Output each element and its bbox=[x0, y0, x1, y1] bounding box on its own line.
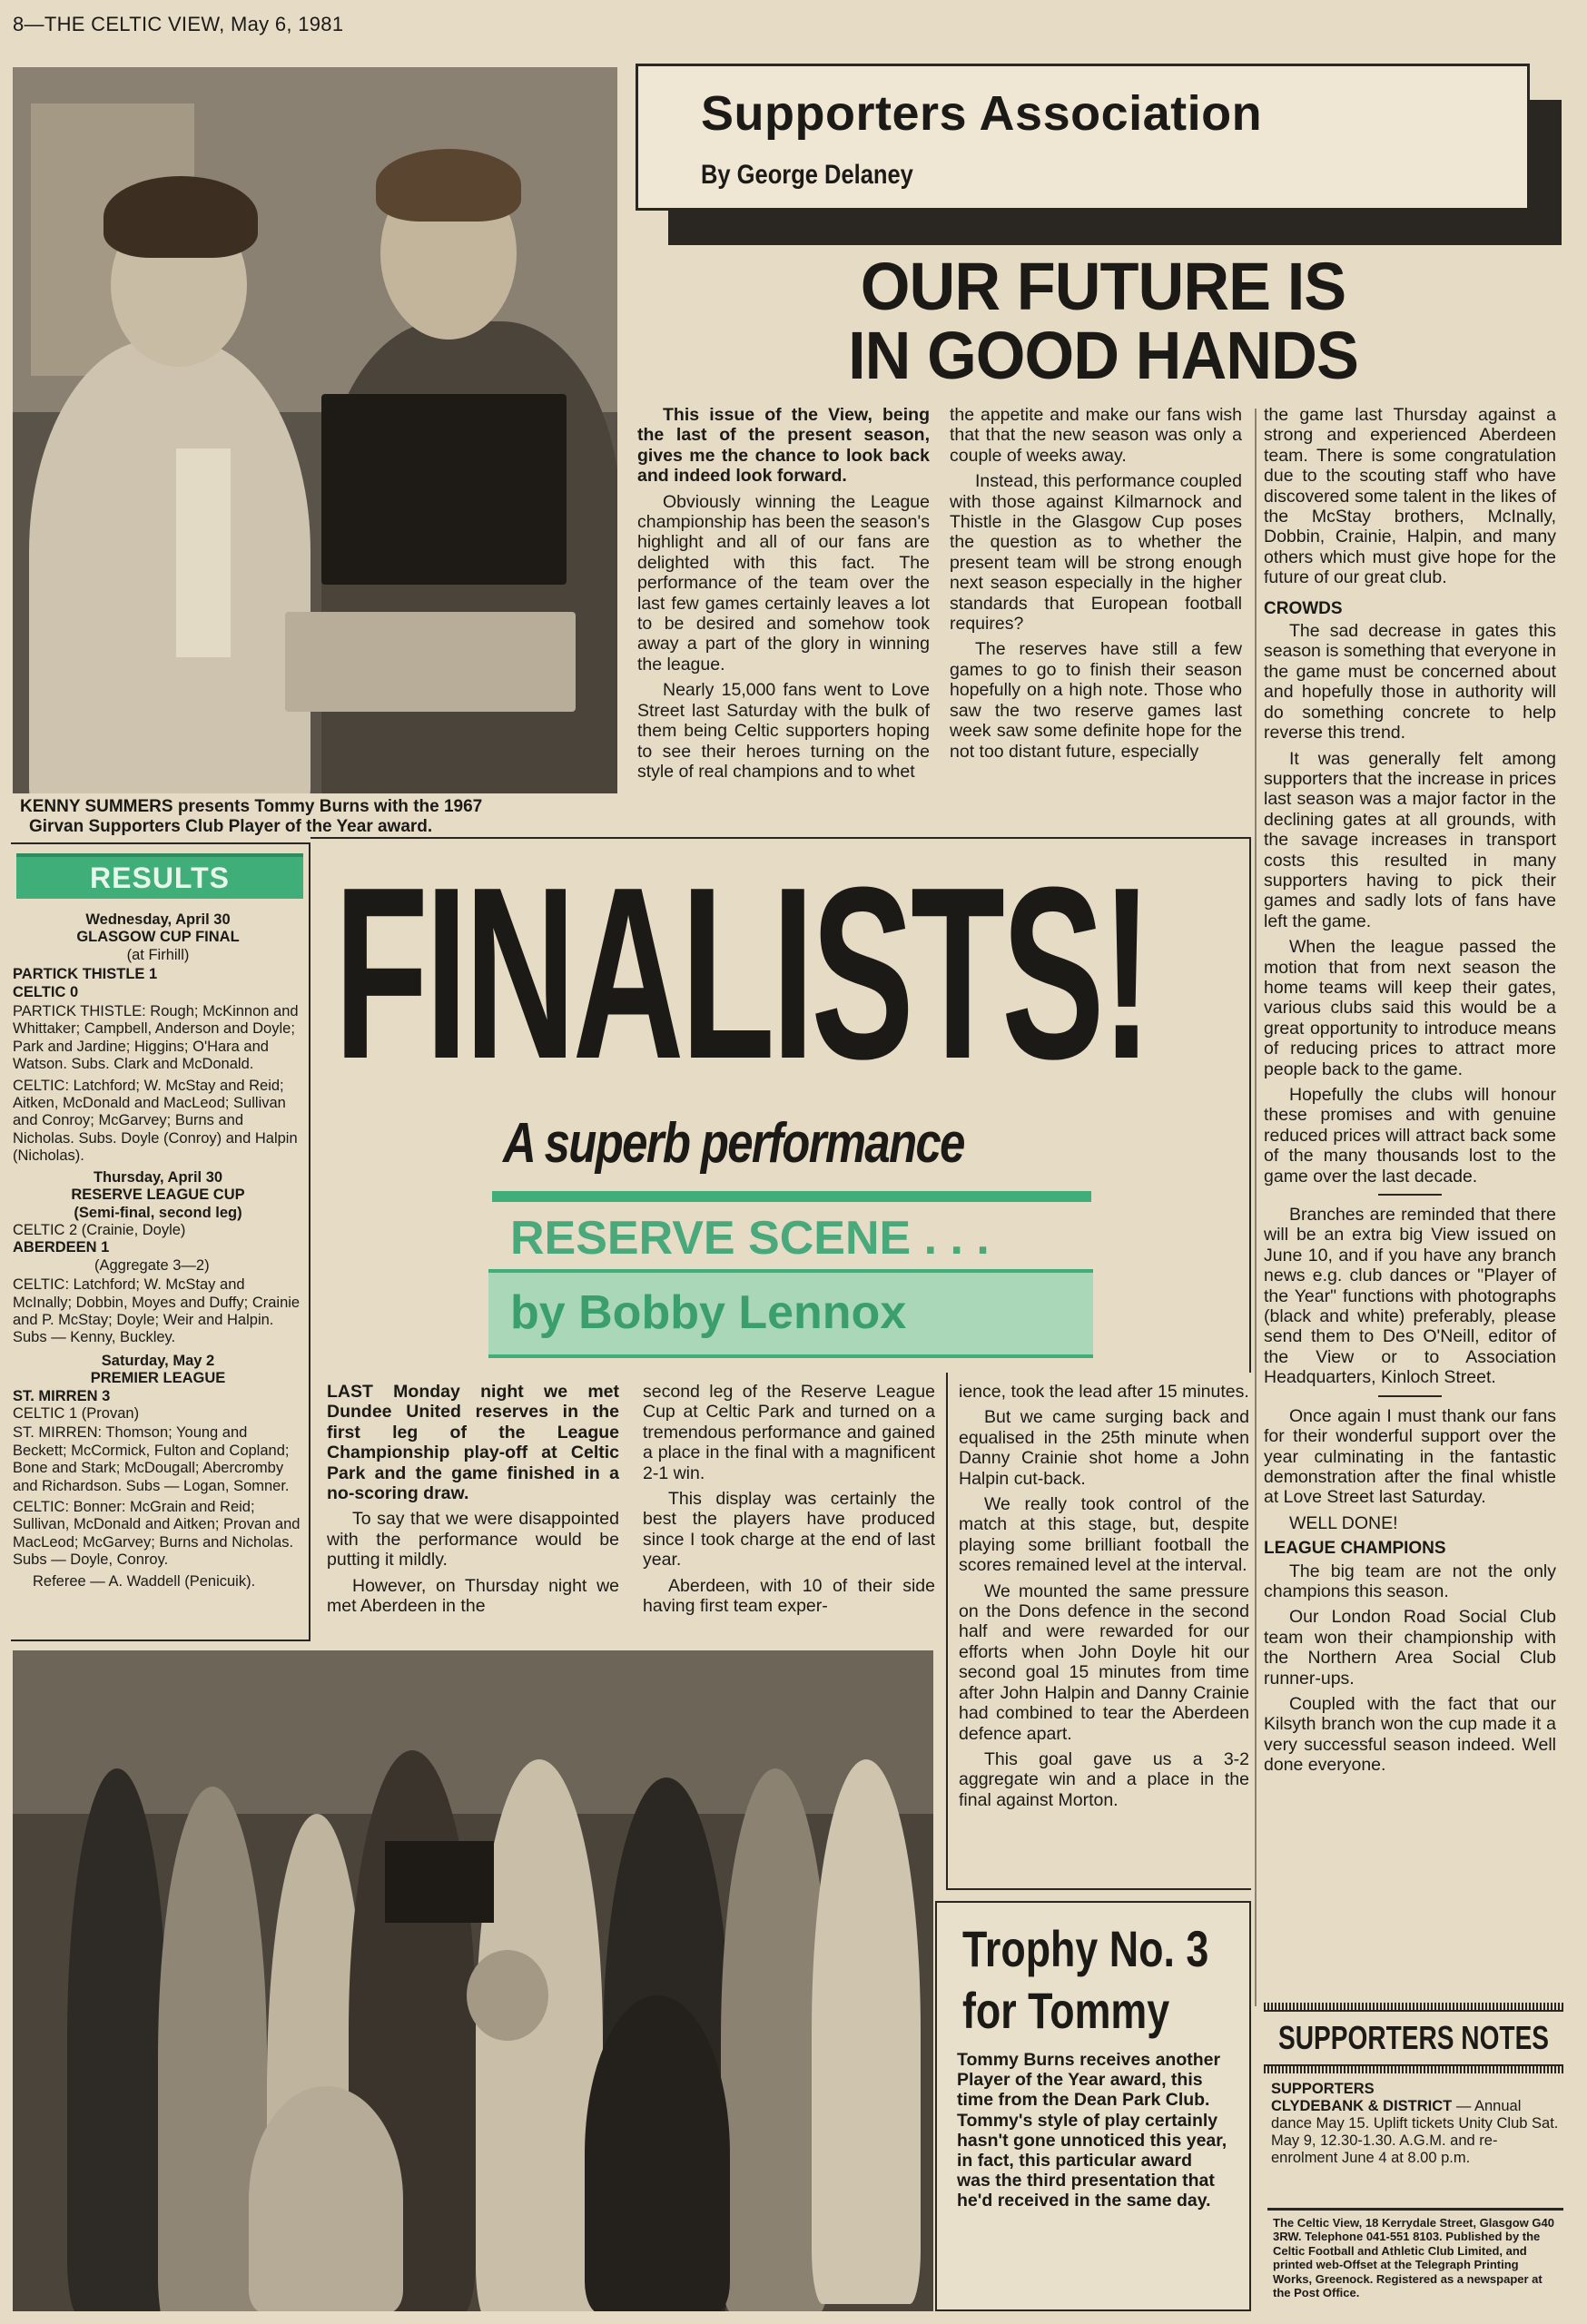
trophy-headline: for Tommy bbox=[962, 1982, 1170, 2039]
results-box bbox=[11, 842, 310, 1641]
result-comp: RESERVE LEAGUE CUP bbox=[71, 1187, 245, 1204]
result-referee: Referee — A. Waddell (Penicuik). bbox=[33, 1572, 256, 1590]
kicker-byline: by Bobby Lennox bbox=[510, 1286, 907, 1339]
notes-header bbox=[1264, 2010, 1563, 2066]
paragraph: We mounted the same pressure on the Dons defence in the second half and were rewarded for our efforts when John Doyle hit our second goal 15 minutes from time after John Halpin and Danny Crainie had combined to tear the Aberdeen defence apart. bbox=[959, 1581, 1249, 1744]
result-venue: (at Firhill) bbox=[126, 946, 190, 963]
headline-line: IN GOOD HANDS bbox=[848, 318, 1358, 393]
notes-title: SUPPORTERS NOTES bbox=[1277, 2019, 1550, 2056]
divider bbox=[1378, 1194, 1442, 1196]
paragraph: To say that we were disappointed with the performance would be putting it mildly. bbox=[327, 1509, 619, 1571]
paragraph: ience, took the lead after 15 minutes. bbox=[959, 1382, 1249, 1402]
paragraph: Branches are reminded that there will be an extra big View issued on June 10, and if you have any branch news e.g. club dances or "Player of the Year" functions with photographs (black and white) preferably, please send them to Des O'Neill, editor of the View or to Association Headquarters, Kinloch Street. bbox=[1264, 1205, 1556, 1388]
paragraph: the game last Thursday against a strong and experienced Aberdeen team. There is some congratulation due to the scouting staff who have discovered some talent in the likes of the McStay brothers, McInally, Dobbin, Crainie, Halpin, and many others which must give hope for the future of our great club. bbox=[1264, 405, 1556, 588]
caption-line: KENNY SUMMERS presents Tommy Burns with the 1967 bbox=[20, 797, 483, 816]
result-venue: (Semi-final, second leg) bbox=[74, 1204, 242, 1221]
result-comp: PREMIER LEAGUE bbox=[90, 1370, 226, 1387]
paragraph: This display was certainly the best the players have produced since I took charge at the end of last year. bbox=[643, 1489, 935, 1571]
reserve-col-2 bbox=[643, 1382, 935, 1621]
imprint: The Celtic View, 18 Kerrydale Street, Glasgow G40 3RW. Telephone 041-551 8103. Published by the Celtic Football and Athletic Club Limited, and printed web-Offset at the Telegraph Printing Works, Greenock. Registered as a newspaper at the Post Office. bbox=[1273, 2216, 1554, 2300]
result-lineup: CELTIC: Bonner: McGrain and Reid; Sullivan, McDonald and Aitken; Provan and MacLeod; McGarvey; Burns and Nicholas. Subs — Doyle, Conroy. bbox=[13, 1499, 301, 1569]
paragraph: WELL DONE! bbox=[1289, 1512, 1398, 1533]
result-date: Wednesday, April 30 bbox=[85, 911, 231, 928]
folio: 8—THE CELTIC VIEW, May 6, 1981 bbox=[13, 13, 344, 35]
paragraph: However, on Thursday night we met Aberdeen in the bbox=[327, 1575, 619, 1617]
supporters-notes bbox=[1264, 2003, 1563, 2311]
paragraph: second leg of the Reserve League Cup at Celtic Park and turned on a tremendous performance and gained a place in the final with a magnificent 2-1 win. bbox=[643, 1382, 935, 1483]
paragraph: When the league passed the motion that from next season the home teams will keep their gates, various clubs said this would be a great opportunity to introduce means of reducing prices to attract more people back to the game. bbox=[1264, 937, 1556, 1079]
paragraph: It was generally felt among supporters that the increase in prices last season was a major factor in the declining gates at all grounds, with the savage increases in transport costs this resulted in many supporters having to pick their games and sadly lots of fans have left the game. bbox=[1264, 748, 1556, 931]
main-headline bbox=[636, 249, 1571, 393]
paragraph: The reserves have still a few games to go to finish their season hopefully on a high note. Those who saw the two reserve games last week saw some definite hope for the not too distant future, especially bbox=[950, 639, 1242, 762]
results-header bbox=[16, 853, 303, 899]
byline: By George Delaney bbox=[701, 160, 913, 190]
paragraph: Aberdeen, with 10 of their side having first team exper- bbox=[643, 1575, 935, 1617]
notes-entry bbox=[1271, 2098, 1560, 2167]
result-date: Thursday, April 30 bbox=[93, 1168, 223, 1186]
result-date: Saturday, May 2 bbox=[101, 1352, 215, 1369]
imprint-box bbox=[1267, 2208, 1563, 2308]
finalists-subhead: A superb performance bbox=[503, 1112, 964, 1175]
result-comp: GLASGOW CUP FINAL bbox=[76, 929, 240, 946]
subhead-champions: LEAGUE CHAMPIONS bbox=[1264, 1539, 1446, 1559]
caption-line: Girvan Supporters Club Player of the Year award. bbox=[29, 817, 433, 836]
paragraph: LAST Monday night we met Dundee United reserves in the first leg of the League Championship play-off at Celtic Park and the game finished in a no-scoring draw. bbox=[327, 1382, 619, 1504]
result-score: CELTIC 0 bbox=[13, 983, 79, 1000]
result-lineup: ST. MIRREN: Thomson; Young and Beckett; McCormick, Fulton and Copland; Bone and Stark; McDougall; Abercromby and Richardson. Subs — Logan, Somner. bbox=[13, 1424, 290, 1494]
photo-caption bbox=[20, 797, 619, 837]
photo-award-presentation bbox=[13, 67, 617, 793]
notes-entry-head: CLYDEBANK & DISTRICT bbox=[1271, 2098, 1453, 2114]
paragraph: This goal gave us a 3-2 aggregate win and a place in the final against Morton. bbox=[959, 1748, 1249, 1810]
paragraph: the appetite and make our fans wish that that the new season was only a couple of weeks away. bbox=[950, 405, 1242, 466]
paragraph: Obviously winning the League championship has been the season's highlight and all of our fans are delighted with this fact. The performance of the team over the last few games certainly leaves a lot to be desired and somehow took away a part of the glory in winning the league. bbox=[637, 491, 930, 675]
notes-section: SUPPORTERS bbox=[1271, 2081, 1375, 2097]
paragraph: But we came surging back and equalised in the 25th minute when Danny Crainie shot home a John Halpin cut-back. bbox=[959, 1407, 1249, 1489]
paragraph: This issue of the View, being the last of the present season, gives me the chance to look back and indeed look forward. bbox=[637, 405, 930, 487]
result-lineup: PARTICK THISTLE: Rough; McKinnon and Whittaker; Campbell, Anderson and Doyle; Park and Jardine; Higgins; O'Hara and Watson. Subs. Clark and McDonald. bbox=[13, 1003, 299, 1073]
article-col-1 bbox=[637, 405, 930, 787]
results-title: RESULTS bbox=[90, 861, 230, 894]
result-score: ABERDEEN 1 bbox=[13, 1239, 110, 1256]
banner-title: Supporters Association bbox=[701, 86, 1263, 141]
trophy-box bbox=[935, 1901, 1251, 2311]
photo-group bbox=[13, 1650, 933, 2311]
result-score: PARTICK THISTLE 1 bbox=[13, 966, 158, 983]
result-score: CELTIC 2 (Crainie, Doyle) bbox=[13, 1221, 186, 1238]
supporters-banner bbox=[636, 64, 1562, 245]
result-aggregate: (Aggregate 3—2) bbox=[94, 1256, 210, 1274]
paragraph: Nearly 15,000 fans went to Love Street last Saturday with the bulk of them being Celtic supporters hoping to see their heroes turning on the style of real champions and to whet bbox=[637, 680, 930, 782]
paragraph: Once again I must thank our fans for their wonderful support over the year culminating in the fantastic demonstration after the final whistle at Love Street last Saturday. bbox=[1264, 1405, 1556, 1508]
notes-entry-body: — Annual dance May 15. Uplift tickets Unity Club Sat. May 9, 12.30-1.30. A.G.M. and re-enrolment June 4 at 8.00 p.m. bbox=[1271, 2098, 1559, 2166]
subhead-crowds: CROWDS bbox=[1264, 598, 1343, 618]
reserve-col-1 bbox=[327, 1382, 619, 1621]
trophy-headline: Trophy No. 3 bbox=[962, 1920, 1209, 1977]
trophy-caption: Tommy Burns receives another Player of the Year award, this time from the Dean Park Club. Tommy's style of play certainly hasn't gone unnoticed this year, in fact, this particular award was the third presentation that he'd received in the same day. bbox=[957, 2050, 1227, 2211]
paragraph: We really took control of the match at this stage, but, despite playing some brilliant football the scores remained level at the interval. bbox=[959, 1494, 1249, 1576]
paragraph: The sad decrease in gates this season is something that everyone in the game must be concerned about and hopefully those in authority will do something concrete to help reverse this trend. bbox=[1264, 621, 1556, 743]
headline-line: OUR FUTURE IS bbox=[860, 249, 1346, 324]
article-col-2 bbox=[950, 405, 1242, 767]
result-score: ST. MIRREN 3 bbox=[13, 1387, 111, 1404]
paragraph: Instead, this performance coupled with those against Kilmarnock and Thistle in the Glasgow Cup poses the question as to whether the present team will be strong enough next season especially in the higher standards that European football requires? bbox=[950, 471, 1242, 635]
divider bbox=[1378, 1395, 1442, 1397]
reserve-col-3-box bbox=[946, 1373, 1251, 1890]
result-lineup: CELTIC: Latchford; W. McStay and McInally; Dobbin, Moyes and Duffy; Crainie and P. McStay; Doyle; Weir and Halpin. Subs — Kenny, Buckley. bbox=[13, 1276, 301, 1346]
paragraph: Coupled with the fact that our Kilsyth branch won the cup made it a very successful season indeed. Well done everyone. bbox=[1264, 1693, 1556, 1776]
paragraph: Our London Road Social Club team won their championship with the Northern Area Social Club runner-ups. bbox=[1264, 1607, 1556, 1689]
paragraph: Hopefully the clubs will honour these promises and with genuine reduced prices will attract back some of the many thousands lost to the game over the last decade. bbox=[1264, 1085, 1556, 1187]
result-score: CELTIC 1 (Provan) bbox=[13, 1404, 140, 1422]
kicker-byline-box bbox=[488, 1269, 1093, 1358]
kicker-reserve-scene: RESERVE SCENE . . . bbox=[510, 1212, 990, 1265]
paragraph: The big team are not the only champions this season. bbox=[1264, 1561, 1556, 1601]
article-col-3 bbox=[1264, 405, 1556, 1781]
green-rule bbox=[492, 1191, 1091, 1202]
finalists-headline: FINALISTS! bbox=[334, 837, 1149, 1110]
result-lineup: CELTIC: Latchford; W. McStay and Reid; Aitken, McDonald and MacLeod; Sullivan and Conroy; McGarvey; Burns and Nicholas. Subs. Doyle (Conroy) and Halpin (Nicholas). bbox=[13, 1077, 298, 1165]
finalists-box bbox=[310, 837, 1251, 1373]
